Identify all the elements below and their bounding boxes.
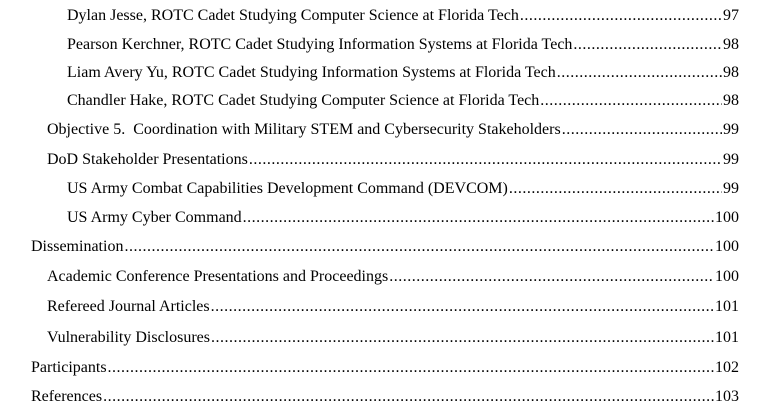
- toc-entry-title: Refereed Journal Articles: [47, 298, 210, 315]
- toc-dot-leader: [562, 120, 722, 140]
- toc-dot-leader: [103, 387, 714, 407]
- toc-entry-title: Objective 5. Coordination with Military STEM and Cybersecurity Stakeholders: [47, 121, 561, 138]
- toc-entry-title: US Army Cyber Command: [67, 209, 242, 226]
- toc-entry-pearson-kerchner[interactable]: [67, 35, 739, 55]
- toc-entry-dylan-jesse[interactable]: [67, 6, 739, 26]
- toc-dot-leader: [509, 179, 722, 199]
- toc-dot-leader: [389, 267, 714, 287]
- toc-page-number: 99: [723, 121, 739, 138]
- toc-dot-leader: [108, 358, 714, 378]
- toc-dot-leader: [520, 6, 722, 26]
- toc-page-number: 100: [715, 268, 739, 285]
- toc-page-number: 100: [715, 238, 739, 255]
- toc-entry-refereed-journal-articles[interactable]: [47, 297, 739, 317]
- toc-entry-objective-5[interactable]: [47, 120, 739, 140]
- toc-dot-leader: [573, 35, 722, 55]
- toc-entry-title: Dylan Jesse, ROTC Cadet Studying Computer Science at Florida Tech: [67, 7, 519, 24]
- toc-page-number: 100: [715, 209, 739, 226]
- toc-dot-leader: [124, 237, 714, 257]
- toc-page-number: 98: [723, 36, 739, 53]
- toc-entry-academic-conference[interactable]: [47, 267, 739, 287]
- toc-entry-chandler-hake[interactable]: [67, 91, 739, 111]
- toc-page-number: 98: [723, 92, 739, 109]
- toc-page-number: 101: [715, 298, 739, 315]
- toc-page-number: 99: [723, 151, 739, 168]
- toc-entry-title: Academic Conference Presentations and Proceedings: [47, 268, 389, 285]
- toc-page-number: 98: [723, 64, 739, 81]
- toc-page-number: 102: [715, 359, 739, 376]
- toc-entry-dod-stakeholder-presentations[interactable]: [47, 150, 739, 170]
- toc-dot-leader: [249, 150, 722, 170]
- toc-page-number: 99: [723, 180, 739, 197]
- toc-dot-leader: [211, 328, 714, 348]
- toc-entry-us-army-cyber-command[interactable]: [67, 208, 739, 228]
- toc-entry-title: Participants: [31, 359, 107, 376]
- toc-entry-title: US Army Combat Capabilities Development Command (DEVCOM): [67, 180, 508, 197]
- toc-dot-leader: [557, 63, 722, 83]
- toc-entry-title: Chandler Hake, ROTC Cadet Studying Computer Science at Florida Tech: [67, 92, 540, 109]
- toc-page-number: 101: [715, 329, 739, 346]
- toc-entry-title: References: [31, 388, 103, 405]
- toc-dot-leader: [540, 91, 722, 111]
- toc-page-number: 103: [715, 388, 739, 405]
- toc-entry-title: Dissemination: [31, 238, 124, 255]
- toc-entry-references[interactable]: [31, 387, 739, 407]
- toc-entry-title: Vulnerability Disclosures: [47, 329, 211, 346]
- toc-entry-participants[interactable]: [31, 358, 739, 378]
- toc-entry-vulnerability-disclosures[interactable]: [47, 328, 739, 348]
- toc-entry-dissemination[interactable]: [31, 237, 739, 257]
- toc-entry-title: Liam Avery Yu, ROTC Cadet Studying Information Systems at Florida Tech: [67, 64, 556, 81]
- toc-entry-title: Pearson Kerchner, ROTC Cadet Studying Information Systems at Florida Tech: [67, 36, 573, 53]
- toc-page-number: 97: [723, 7, 739, 24]
- toc-dot-leader: [243, 208, 714, 228]
- toc-dot-leader: [211, 297, 714, 317]
- toc-entry-liam-avery-yu[interactable]: [67, 63, 739, 83]
- toc-entry-devcom[interactable]: [67, 179, 739, 199]
- toc-entry-title: DoD Stakeholder Presentations: [47, 151, 248, 168]
